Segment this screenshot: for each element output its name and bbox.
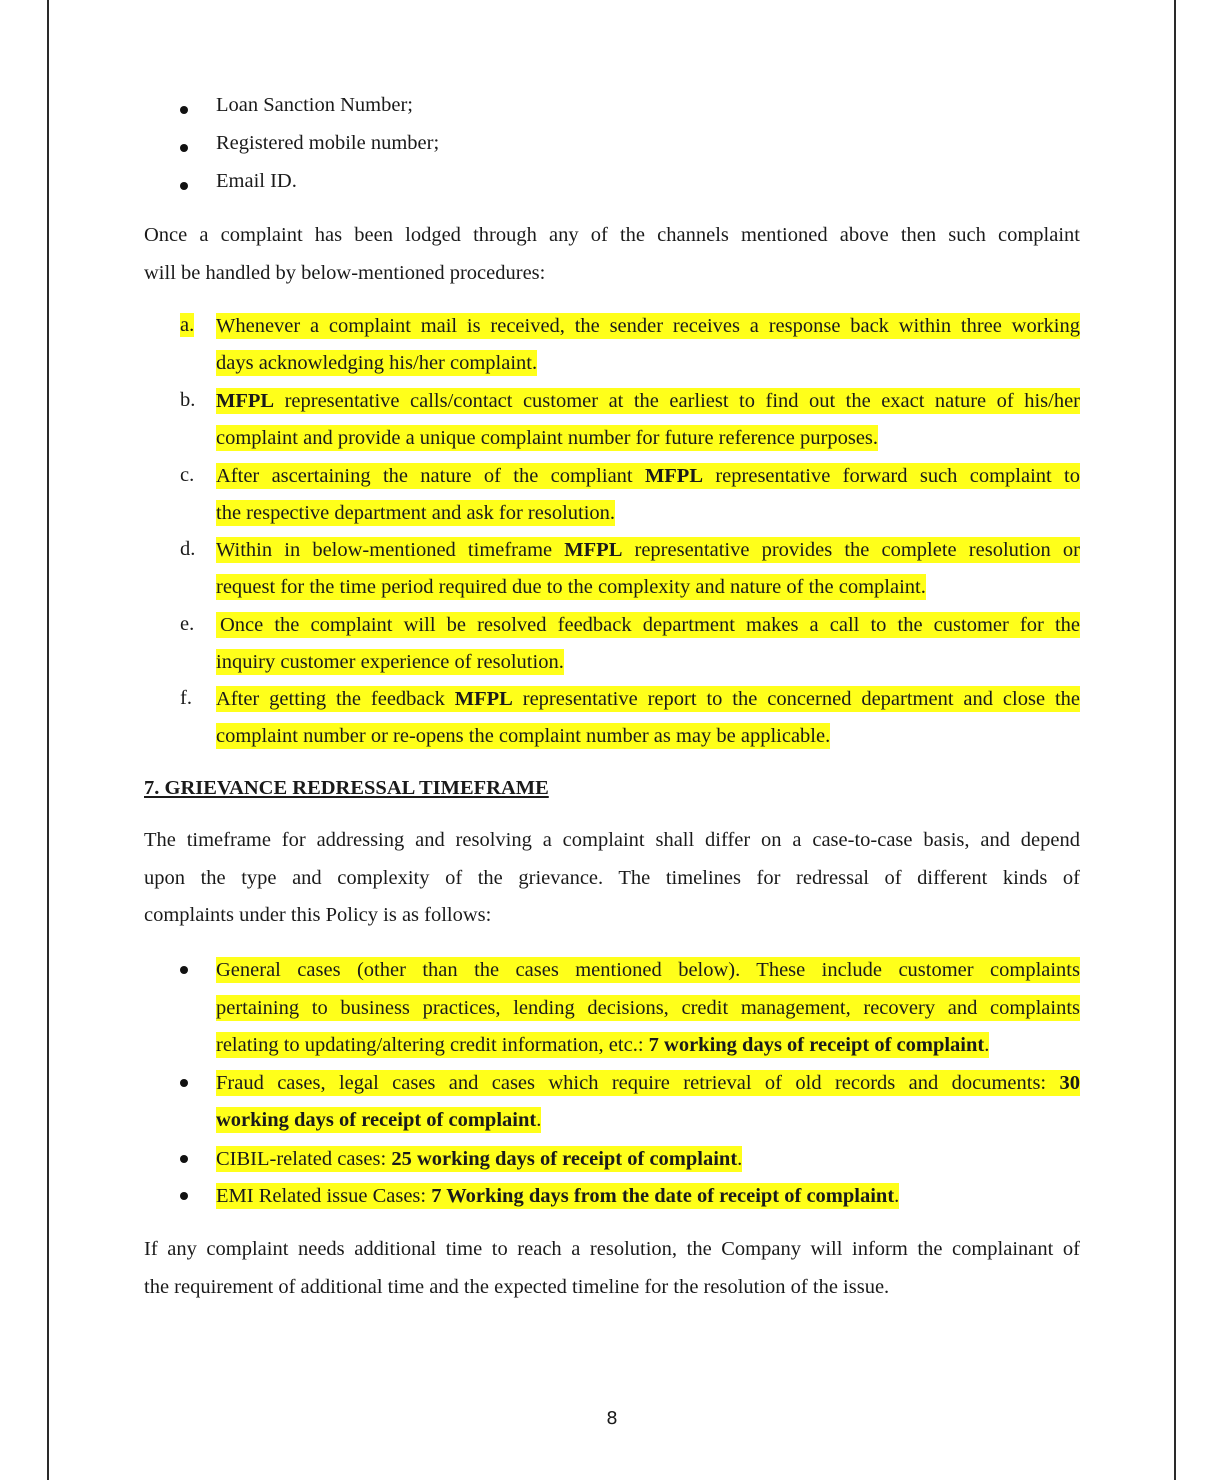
list-marker: c. bbox=[180, 464, 195, 486]
page-number: 8 bbox=[606, 1408, 618, 1429]
bullet-icon bbox=[180, 106, 188, 114]
item-line: Whenever a complaint mail is received, the sender receives a response back within three working bbox=[216, 315, 1080, 337]
item-text: CIBIL-related cases: bbox=[216, 1148, 392, 1170]
bullet-icon bbox=[180, 1192, 188, 1200]
item-text: EMI Related issue Cases: bbox=[216, 1185, 432, 1207]
bullet-icon bbox=[180, 182, 188, 190]
paragraph-line: the requirement of additional time and the expected timeline for the resolution of the issue. bbox=[144, 1275, 890, 1298]
item-line bbox=[216, 1183, 899, 1209]
item-text: Fraud cases, legal cases and cases which require retrieval of old records and documents: bbox=[216, 1072, 1060, 1094]
item-text: After ascertaining the nature of the compliant bbox=[216, 465, 645, 487]
item-text: relating to updating/altering credit information, etc.: bbox=[216, 1034, 649, 1056]
item-text: representative provides the complete resolution or bbox=[622, 539, 1080, 561]
item-text: . bbox=[894, 1185, 900, 1207]
item-line: General cases (other than the cases mentioned below). These include customer complaints bbox=[216, 959, 1080, 981]
timeline-value: 25 working days of receipt of complaint bbox=[391, 1148, 738, 1170]
list-marker: d. bbox=[180, 538, 196, 560]
list-item-text: Loan Sanction Number; bbox=[216, 94, 413, 116]
item-text: . bbox=[536, 1109, 542, 1131]
paragraph-line: upon the type and complexity of the grievance. The timelines for redressal of different kinds of bbox=[144, 866, 1080, 889]
item-line bbox=[216, 686, 1080, 712]
paragraph-line: The timeframe for addressing and resolving a complaint shall differ on a case-to-case basis, and depend bbox=[144, 829, 1080, 851]
company-name: MFPL bbox=[644, 465, 704, 487]
bullet-icon bbox=[180, 1155, 188, 1163]
company-name: MFPL bbox=[216, 390, 275, 412]
timeline-value: 7 working days of receipt of complaint bbox=[648, 1034, 985, 1056]
bullet-icon bbox=[180, 1079, 188, 1087]
paragraph-line: If any complaint needs additional time to reach a resolution, the Company will inform the complainant of bbox=[144, 1238, 1080, 1260]
list-item-text: Email ID. bbox=[216, 170, 297, 192]
intro-paragraph bbox=[144, 217, 1080, 292]
item-line bbox=[216, 1032, 989, 1058]
item-line: complaint number or re-opens the complaint number as may be applicable. bbox=[216, 725, 831, 747]
item-text: Within in below-mentioned timeframe bbox=[216, 539, 565, 561]
paragraph-line: Once a complaint has been lodged through any of the channels mentioned above then such complaint bbox=[144, 224, 1080, 246]
closing-paragraph bbox=[144, 1231, 1080, 1306]
item-line: the respective department and ask for resolution. bbox=[216, 502, 616, 524]
bullet-icon bbox=[180, 144, 188, 152]
paragraph-line: complaints under this Policy is as follows: bbox=[144, 904, 492, 926]
item-line: pertaining to business practices, lending decisions, credit management, recovery and complaints bbox=[216, 997, 1080, 1019]
item-line: days acknowledging his/her complaint. bbox=[216, 352, 538, 374]
item-line bbox=[216, 1146, 742, 1172]
item-text: representative forward such complaint to bbox=[703, 465, 1080, 487]
timeline-value: 7 Working days from the date of receipt of complaint bbox=[431, 1185, 895, 1207]
list-marker: e. bbox=[180, 613, 195, 635]
item-text: After getting the feedback bbox=[216, 688, 455, 710]
section-heading: 7. GRIEVANCE REDRESSAL TIMEFRAME bbox=[144, 777, 549, 799]
paragraph-line: will be handled by below-mentioned procedures: bbox=[144, 261, 546, 284]
item-line bbox=[216, 388, 1080, 414]
item-line bbox=[216, 1107, 541, 1133]
company-name: MFPL bbox=[564, 539, 623, 561]
timeline-value: working days of receipt of complaint bbox=[216, 1109, 537, 1131]
page-right-border bbox=[1174, 0, 1176, 1480]
list-item-text: Registered mobile number; bbox=[216, 132, 440, 154]
item-line bbox=[216, 463, 1080, 489]
item-text: . bbox=[984, 1034, 990, 1056]
item-text: representative report to the concerned department and close the bbox=[512, 688, 1080, 710]
item-line: inquiry customer experience of resolution. bbox=[216, 651, 564, 673]
item-line: complaint and provide a unique complaint number for future reference purposes. bbox=[216, 427, 879, 449]
list-marker: b. bbox=[180, 389, 196, 411]
timeframe-paragraph bbox=[144, 822, 1080, 935]
list-marker: a. bbox=[180, 314, 195, 336]
item-line: request for the time period required due to the complexity and nature of the complaint. bbox=[216, 576, 926, 598]
item-line bbox=[216, 537, 1080, 563]
timeline-value: 30 bbox=[1059, 1072, 1080, 1094]
item-line: Once the complaint will be resolved feedback department makes a call to the customer for the bbox=[216, 612, 1080, 638]
page-left-border bbox=[47, 0, 49, 1480]
item-text: . bbox=[737, 1148, 743, 1170]
list-marker: f. bbox=[180, 687, 192, 709]
item-text: representative calls/contact customer at the earliest to find out the exact nature of his/her bbox=[274, 390, 1080, 412]
company-name: MFPL bbox=[454, 688, 513, 710]
item-line bbox=[216, 1070, 1080, 1096]
bullet-icon bbox=[180, 966, 188, 974]
